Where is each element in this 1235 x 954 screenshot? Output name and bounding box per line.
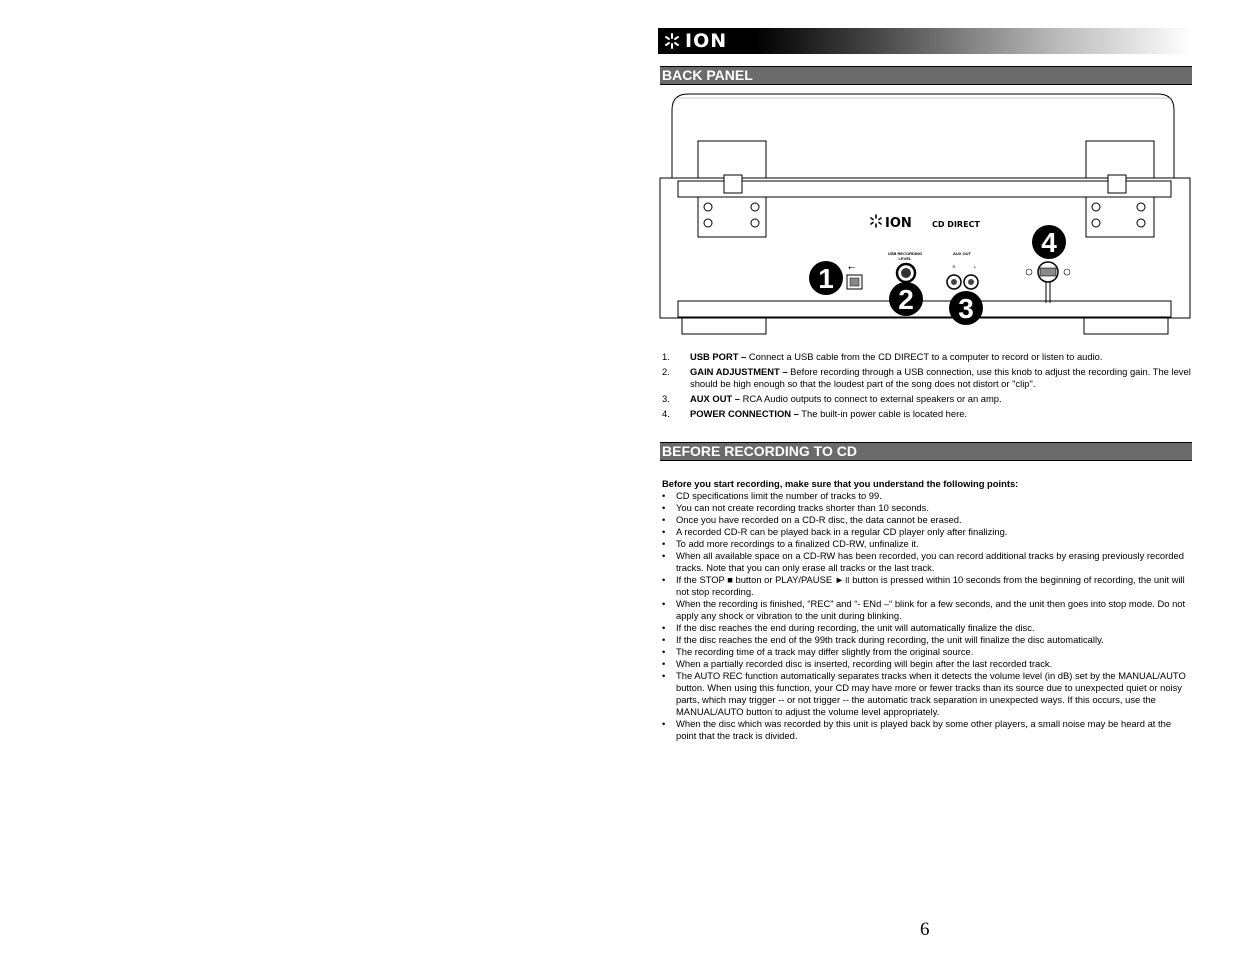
list-item: • When a partially recorded disc is inserted, recording will begin after the last recorded track. xyxy=(662,658,1053,669)
callout-2 xyxy=(889,282,923,316)
l-label: L xyxy=(973,264,977,269)
brand-header-bar xyxy=(658,28,1192,54)
logo-text: ION xyxy=(685,30,728,52)
back-panel-diagram xyxy=(658,90,1192,344)
list-item: • If the disc reaches the end of the 99th track during recording, the unit will finalize the disc automatically. xyxy=(662,634,1104,645)
svg-text:3: 3 xyxy=(958,293,974,324)
recording-intro: Before you start recording, make sure that you understand the following points: xyxy=(662,478,1019,489)
list-item: • Once you have recorded on a CD-R disc, the data cannot be erased. xyxy=(662,514,962,525)
list-item: • If the STOP ■ button or PLAY/PAUSE ►॥ button is pressed within 10 seconds from the beginning of recording, the unit will not stop recording. xyxy=(662,574,1185,597)
list-item: 3. AUX OUT – RCA Audio outputs to connect to external speakers or an amp. xyxy=(662,393,1002,404)
r-label: R xyxy=(952,264,956,269)
callout-3 xyxy=(949,291,983,325)
usb-recording-label: USB RECORDING xyxy=(887,251,923,256)
list-item: • To add more recordings to a finalized CD-RW, unfinalize it. xyxy=(662,538,919,549)
svg-text:2: 2 xyxy=(898,284,914,315)
list-item: • The AUTO REC function automatically separates tracks when it detects the volume level (in dB) set by the MANUAL/AUTO button. When using this function, your CD may have more or fewer tracks than its source due to unexpected quiet or noisy parts, which may trigger -- or not trigger -- the automatic track separation in unexpected ways. If this occurs, use the MANUAL/AUTO button to adjust the volume level appropriately. xyxy=(662,670,1186,717)
recording-points-list xyxy=(662,490,1192,742)
list-item: • A recorded CD-R can be played back in a regular CD player only after finalizing. xyxy=(662,526,1008,537)
section-heading-before-recording xyxy=(660,442,1192,461)
svg-text:4: 4 xyxy=(1041,227,1057,258)
svg-text:1: 1 xyxy=(818,263,834,294)
left-hinge xyxy=(698,141,766,179)
device-brand: ION xyxy=(885,216,912,231)
list-item: • When the recording is finished, “REC” and “- ENd –“ blink for a few seconds, and the unit then goes into stop mode. Do not apply any shock or vibration to the unit during blinking. xyxy=(662,598,1186,621)
list-item: • CD specifications limit the number of tracks to 99. xyxy=(662,490,882,501)
callout-4 xyxy=(1032,225,1066,259)
aux-out-label: AUX OUT xyxy=(953,251,971,256)
callout-1 xyxy=(809,261,843,295)
left-foot xyxy=(682,318,766,334)
list-item: 4. POWER CONNECTION – The built-in power cable is located here. xyxy=(662,408,968,419)
ion-logo xyxy=(664,30,727,52)
list-item: • If the disc reaches the end during recording, the unit will automatically finalize the disc. xyxy=(662,622,1035,633)
list-item: 2. GAIN ADJUSTMENT – Before recording through a USB connection, use this knob to adjust the recording gain. The level should be high enough so that the loudest part of the song does not distort or "clip". xyxy=(662,366,1191,389)
section-title: BEFORE RECORDING TO CD xyxy=(662,443,857,459)
right-foot xyxy=(1084,318,1168,334)
level-label: LEVEL xyxy=(898,256,912,261)
list-item: • You can not create recording tracks shorter than 10 seconds. xyxy=(662,502,929,513)
list-item: • When all available space on a CD-RW has been recorded, you can record additional tracks by erasing previously recorded tracks. Note that you can only erase all tracks or the last track. xyxy=(662,550,1184,573)
back-panel-list xyxy=(662,351,1194,423)
asterisk-icon xyxy=(664,33,680,49)
list-item: 1. USB PORT – Connect a USB cable from the CD DIRECT to a computer to record or listen to audio. xyxy=(662,351,1103,362)
right-hinge xyxy=(1086,141,1154,179)
section-title: BACK PANEL xyxy=(662,67,753,83)
list-item: • The recording time of a track may differ slightly from the original source. xyxy=(662,646,974,657)
section-heading-back-panel xyxy=(660,66,1192,85)
usb-icon: ⭠ xyxy=(848,263,856,273)
device-model: CD DIRECT xyxy=(932,220,980,229)
list-item: • When the disc which was recorded by this unit is played back by some other players, a small noise may be heard at the point that the track is divided. xyxy=(662,718,1172,741)
page-number: 6 xyxy=(920,919,930,940)
